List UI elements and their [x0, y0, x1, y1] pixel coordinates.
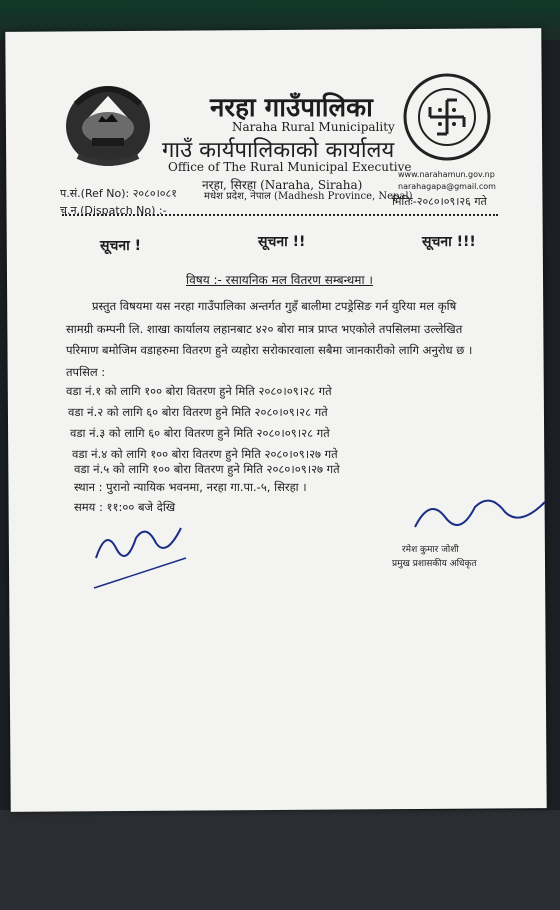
letter-date: मितिः-२०८०।०९।२६ गते	[392, 195, 487, 208]
nepal-emblem-icon	[58, 66, 158, 174]
ward-allocation-5: वडा नं.५ को लागि १०० बोरा वितरण हुने मिति २०८०।०९।२७ गते	[74, 462, 340, 476]
municipality-seal-icon	[402, 72, 492, 162]
office-address: नरहा, सिरहा (Naraha, Siraha)	[202, 178, 363, 192]
ward-allocation-3: वडा नं.३ को लागि ६० बोरा वितरण हुने मिति २०८०।०९।२८ गते	[70, 426, 330, 440]
details-label: तपसिल :	[66, 365, 106, 379]
signer-name: रमेश कुमार जोशी	[402, 545, 459, 555]
ward-allocation-4: वडा नं.४ को लागि १०० बोरा वितरण हुने मिति २०८०।०९।२७ गते	[72, 447, 338, 461]
office-title-np: गाउँ कार्यपालिकाको कार्यालय	[162, 138, 395, 163]
right-signature	[410, 492, 550, 542]
dispatch-number: च.न.(Dispatch No) :-	[60, 204, 167, 217]
header-divider	[62, 214, 498, 216]
venue-text: स्थान : पुरानो न्यायिक भवनमा, नरहा गा.पा.-५, सिरहा ।	[74, 480, 307, 494]
email-text: narahagapa@gmail.com	[398, 182, 496, 191]
notice-heading-1: सूचना !	[100, 238, 142, 254]
municipality-title-en: Naraha Rural Municipality	[232, 120, 395, 134]
body-line-1: प्रस्तुत विषयमा यस नरहा गाउँपालिका अन्तर्गत गुहँ बालीमा टपड्रेसिङ गर्न युरिया मल कृषि	[92, 299, 457, 313]
body-line-2: सामग्री कम्पनी लि. शाखा कार्यालय लहानबाट ४२० बोरा मात्र प्राप्त भएकोले तपसिलमा उल्लेखित	[66, 322, 463, 336]
background-bottom	[0, 810, 560, 910]
municipality-title-np: नरहा गाउँपालिका	[210, 93, 373, 123]
website-text: www.narahamun.gov.np	[398, 170, 495, 179]
ref-number: प.सं.(Ref No): २०८०।०८१	[60, 187, 177, 200]
body-line-3: परिमाण बमोजिम वडाहरुमा वितरण हुने व्यहोरा सरोकारवाला सबैमा जानकारीको लागि अनुरोध छ ।	[66, 343, 473, 357]
ward-allocation-2: वडा नं.२ को लागि ६० बोरा वितरण हुने मिति २०८०।०९।२८ गते	[68, 405, 328, 419]
province-text: मधेश प्रदेश, नेपाल (Madhesh Province, Nepal)	[204, 191, 413, 202]
office-title-en: Office of The Rural Municipal Executive	[168, 160, 412, 174]
ward-allocation-1: वडा नं.१ को लागि १०० बोरा वितरण हुने मिति २०८०।०९।२८ गते	[66, 384, 332, 398]
subject-line: विषय :- रसायनिक मल वितरण सम्बन्धमा ।	[186, 273, 373, 287]
signer-title: प्रमुख प्रशासकीय अधिकृत	[392, 559, 477, 569]
time-text: समय : ११:०० बजे देखि	[74, 500, 176, 514]
left-signature	[86, 518, 196, 598]
notice-heading-2: सूचना !!	[258, 234, 306, 250]
notice-heading-3: सूचना !!!	[422, 234, 476, 250]
